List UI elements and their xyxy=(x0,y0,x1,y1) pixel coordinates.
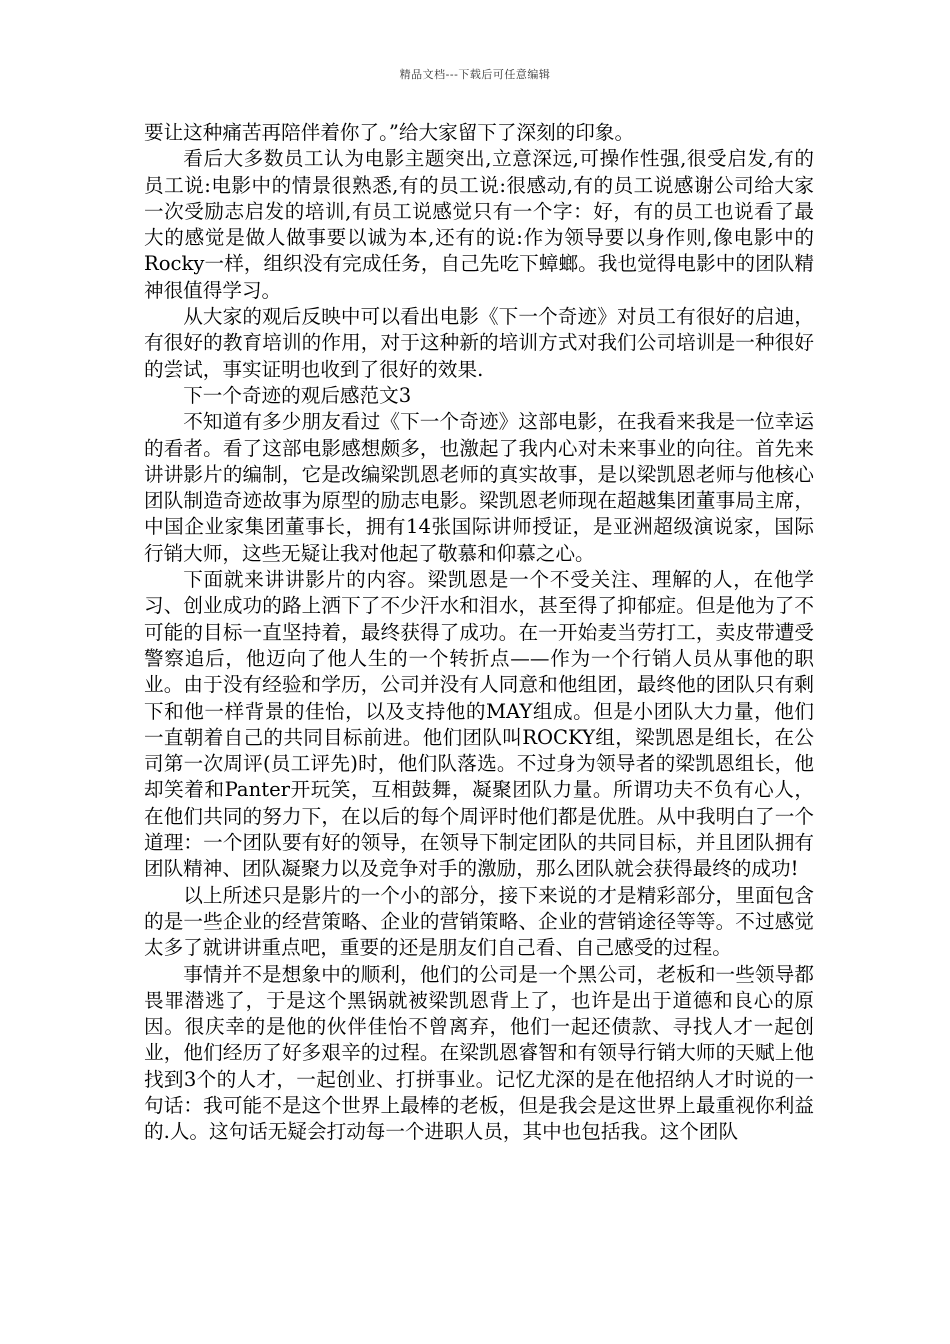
paragraph-continuation: 要让这种痛苦再陪伴着你了。”给大家留下了深刻的印象。 xyxy=(144,121,635,144)
paragraph: 看后大多数员工认为电影主题突出,立意深远,可操作性强,很受启发,有的员工说:电影中的情景很熟悉,有的员工说:很感动,有的员工说感谢公司给大家一次受励志启发的培训,有员工说感觉只有一个字：好，有的员工也说看了最大的感觉是做人做事要以诚为本,还有的说:作为领导要以身作则,像电影中的Rocky一样，组织没有完成任务，自己先吃下蟑螂。我也觉得电影中的团队精神很值得学习。 xyxy=(144,147,814,302)
paragraph: 事情并不是想象中的顺利，他们的公司是一个黑公司，老板和一些领导都畏罪潜逃了，于是这个黑锅就被梁凯恩背上了，也许是出于道德和良心的原因。很庆幸的是他的伙伴佳怡不曾离弃，他们一起还债款、寻找人才一起创业，他们经历了好多艰辛的过程。在梁凯恩睿智和有领导行销大师的天赋上他找到3个的人才，一起创业、打拼事业。记忆尤深的是在他招纳人才时说的一句话：我可能不是这个世界上最棒的老板，但是我会是这世界上最重视你利益的.人。这句话无疑会打动每一个进职人员，其中也包括我。这个团队 xyxy=(144,962,814,1144)
section-heading: 下一个奇迹的观后感范文3 xyxy=(183,383,412,407)
page-header: 精品文档---下载后可任意编辑 xyxy=(399,68,551,81)
paragraph: 以上所述只是影片的一个小的部分，接下来说的才是精彩部分，里面包含的是一些企业的经营策略、企业的营销策略、企业的营销途径等等。不过感觉太多了就讲讲重点吧，重要的还是朋友们自己看、自己感受的过程。 xyxy=(144,883,814,960)
paragraph: 从大家的观后反映中可以看出电影《下一个奇迹》对员工有很好的启迪，有很好的教育培训的作用，对于这种新的培训方式对我们公司培训是一种很好的尝试，事实证明也收到了很好的效果. xyxy=(144,305,814,381)
document-body xyxy=(144,120,814,1146)
paragraph: 下面就来讲讲影片的内容。梁凯恩是一个不受关注、理解的人，在他学习、创业成功的路上洒下了不少汗水和泪水，甚至得了抑郁症。但是他为了不可能的目标一直坚持着，最终获得了成功。在一开始麦当劳打工，卖皮带遭受警察追后，他迈向了他人生的一个转折点——作为一个行销人员从事他的职业。由于没有经验和学历，公司并没有人同意和他组团，最终他的团队只有剩下和他一样背景的佳怡，以及支持他的MAY组成。但是小团队大力量，他们一直朝着自己的共同目标前进。他们团队叫ROCKY组，梁凯恩是组长，在公司第一次周评(员工评先)时，他们队落选。不过身为领导者的梁凯恩组长，他却笑着和Panter开玩笑，互相鼓舞，凝聚团队力量。所谓功夫不负有心人，在他们共同的努力下，在以后的每个周评时他们都是优胜。从中我明白了一个道理：一个团队要有好的领导，在领导下制定团队的共同目标，并且团队拥有团队精神、团队凝聚力以及竞争对手的激励，那么团队就会获得最终的成功! xyxy=(144,568,814,881)
paragraph: 不知道有多少朋友看过《下一个奇迹》这部电影，在我看来我是一位幸运的看者。看了这部电影感想颇多，也激起了我内心对未来事业的向往。首先来讲讲影片的编制，它是改编梁凯恩老师的真实故事，是以梁凯恩老师与他核心团队制造奇迹故事为原型的励志电影。梁凯恩老师现在超越集团董事局主席，中国企业家集团董事长，拥有14张国际讲师授证，是亚洲超级演说家，国际行销大师，这些无疑让我对他起了敬慕和仰慕之心。 xyxy=(144,410,814,565)
